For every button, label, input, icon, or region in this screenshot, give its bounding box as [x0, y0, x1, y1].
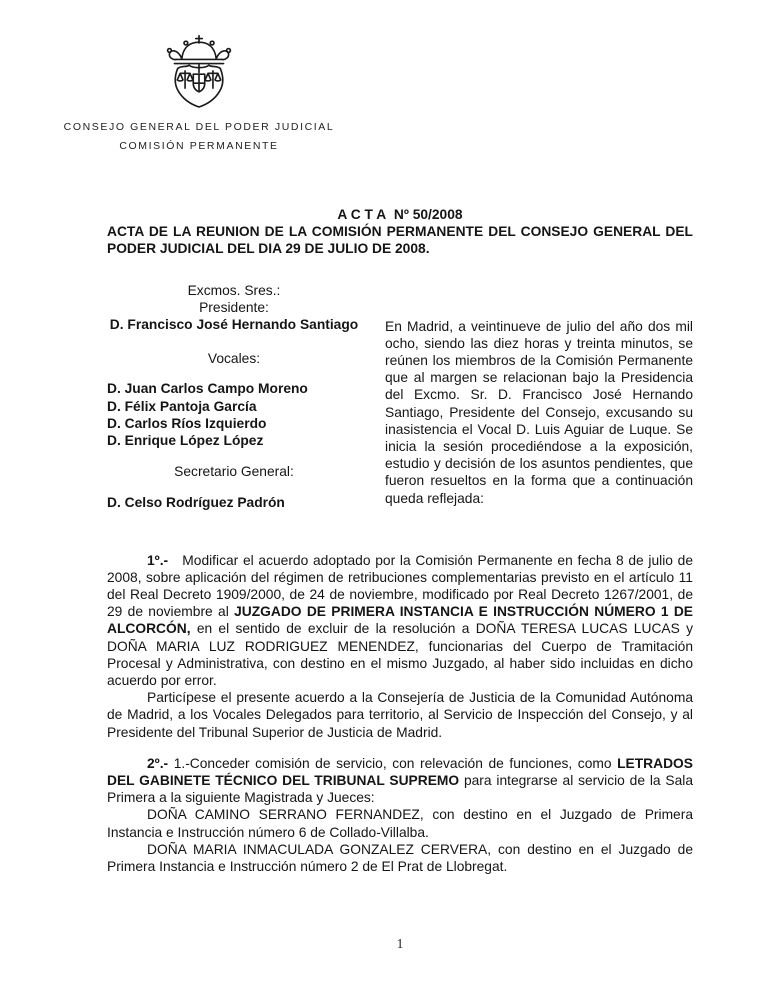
- text-segment: DOÑA CAMINO SERRANO FERNANDEZ, con destino en el Juzgado de Primera Instancia e Instrucción número 6 de Collado-Villalba.: [107, 807, 693, 840]
- vocal-name: D. Carlos Ríos Izquierdo: [107, 415, 267, 431]
- text-segment: en el sentido de excluir de la resolución a DOÑA TERESA LUCAS LUCAS y DOÑA MARIA LUZ RODRIGUEZ MENENDEZ, funcionarias del Cuerpo de Tramitación Procesal y Administrativa, con destino en el mismo Juzgado, al haber sido incluidas en dicho acuerdo por error.: [107, 621, 693, 689]
- secretary-label: Secretario General:: [174, 464, 294, 480]
- coat-of-arms-icon: [158, 34, 240, 116]
- text-segment: DOÑA MARIA INMACULADA GONZALEZ CERVERA, con destino en el Juzgado de Primera Instancia e Instrucción número 2 de El Prat de Llobregat.: [107, 841, 693, 875]
- bold-text-segment: LETRADOS DEL GABINETE TÉCNICO DEL TRIBUNAL SUPREMO: [107, 755, 693, 789]
- text-segment: 1.-Conceder comisión de servicio, con relevación de funciones, como: [168, 755, 618, 771]
- agreement-paragraph: [107, 806, 693, 840]
- agreement-paragraph: [107, 841, 693, 875]
- attendees-margin-list: [107, 282, 361, 512]
- secretary-name: D. Celso Rodríguez Padrón: [107, 495, 285, 511]
- agreement-paragraph: [107, 552, 693, 690]
- attendees-section: [107, 282, 693, 512]
- org-name: CONSEJO GENERAL DEL PODER JUDICIAL: [63, 121, 335, 133]
- acta-main-title: ACTA DE LA REUNION DE LA COMISIÓN PERMANENTE DEL CONSEJO GENERAL DEL PODER JUDICIAL DEL DIA 29 DE JULIO DE 2008.: [107, 224, 693, 257]
- vocales-list: [107, 380, 361, 449]
- letterhead: [38, 34, 360, 152]
- president-name: D. Francisco José Hernando Santiago: [109, 317, 359, 333]
- vocal-name: D. Juan Carlos Campo Moreno: [107, 381, 308, 397]
- acta-number-title: A C T A Nº 50/2008: [337, 207, 463, 222]
- bold-text-segment: JUZGADO DE PRIMERA INSTANCIA E INSTRUCCIÓN NÚMERO 1 DE ALCORCÓN,: [107, 604, 693, 637]
- org-subtitle: COMISIÓN PERMANENTE: [119, 140, 279, 152]
- text-segment: Particípese el presente acuerdo a la Consejería de Justicia de la Comunidad Autónoma de Madrid, a los Vocales Delegados para territorio, al Servicio de Inspección del Consejo, y al Presidente del Tribunal Superior de Justicia de Madrid.: [107, 690, 693, 740]
- document-body: [107, 206, 693, 875]
- vocal-name: D. Félix Pantoja García: [107, 398, 257, 414]
- bold-text-segment: 2º.-: [147, 755, 169, 771]
- agreements-section: [107, 552, 693, 876]
- president-label: Presidente:: [199, 299, 269, 315]
- page-number: 1: [396, 936, 404, 951]
- bold-text-segment: 1º.-: [147, 552, 169, 568]
- vocales-label: Vocales:: [207, 351, 261, 367]
- attendees-heading: Excmos. Sres.:: [187, 282, 281, 298]
- page-footer: [107, 936, 693, 952]
- vocal-name: D. Enrique López López: [107, 433, 264, 449]
- text-segment: Modificar el acuerdo adoptado por la Comisión Permanente en fecha 8 de julio de 2008, sobre aplicación del régimen de retribuciones complementarias previsto en el artículo 11 del Real Decreto 1909/2000, de 24 de noviembre, modificado por Real Decreto 1267/2001, de 29 de noviembre al: [107, 552, 693, 620]
- text-segment: para integrarse al servicio de la Sala Primera a la siguiente Magistrada y Jueces:: [107, 773, 693, 806]
- agreement-paragraph: [107, 689, 693, 741]
- session-intro-paragraph: En Madrid, a veintinueve de julio del año dos mil ocho, siendo las diez horas y treinta minutos, se reúnen los miembros de la Comisión Permanente que al margen se relacionan bajo la Presidencia del Excmo. Sr. D. Francisco José Hernando Santiago, Presidente del Consejo, excusando su inasistencia el Vocal D. Luis Aguiar de Luque. Se inicia la sesión procediéndose a la exposición, estudio y decisión de los asuntos pendientes, que fueron resueltos en la forma que a continuación queda reflejada:: [385, 318, 693, 506]
- agreement-paragraph: [107, 755, 693, 807]
